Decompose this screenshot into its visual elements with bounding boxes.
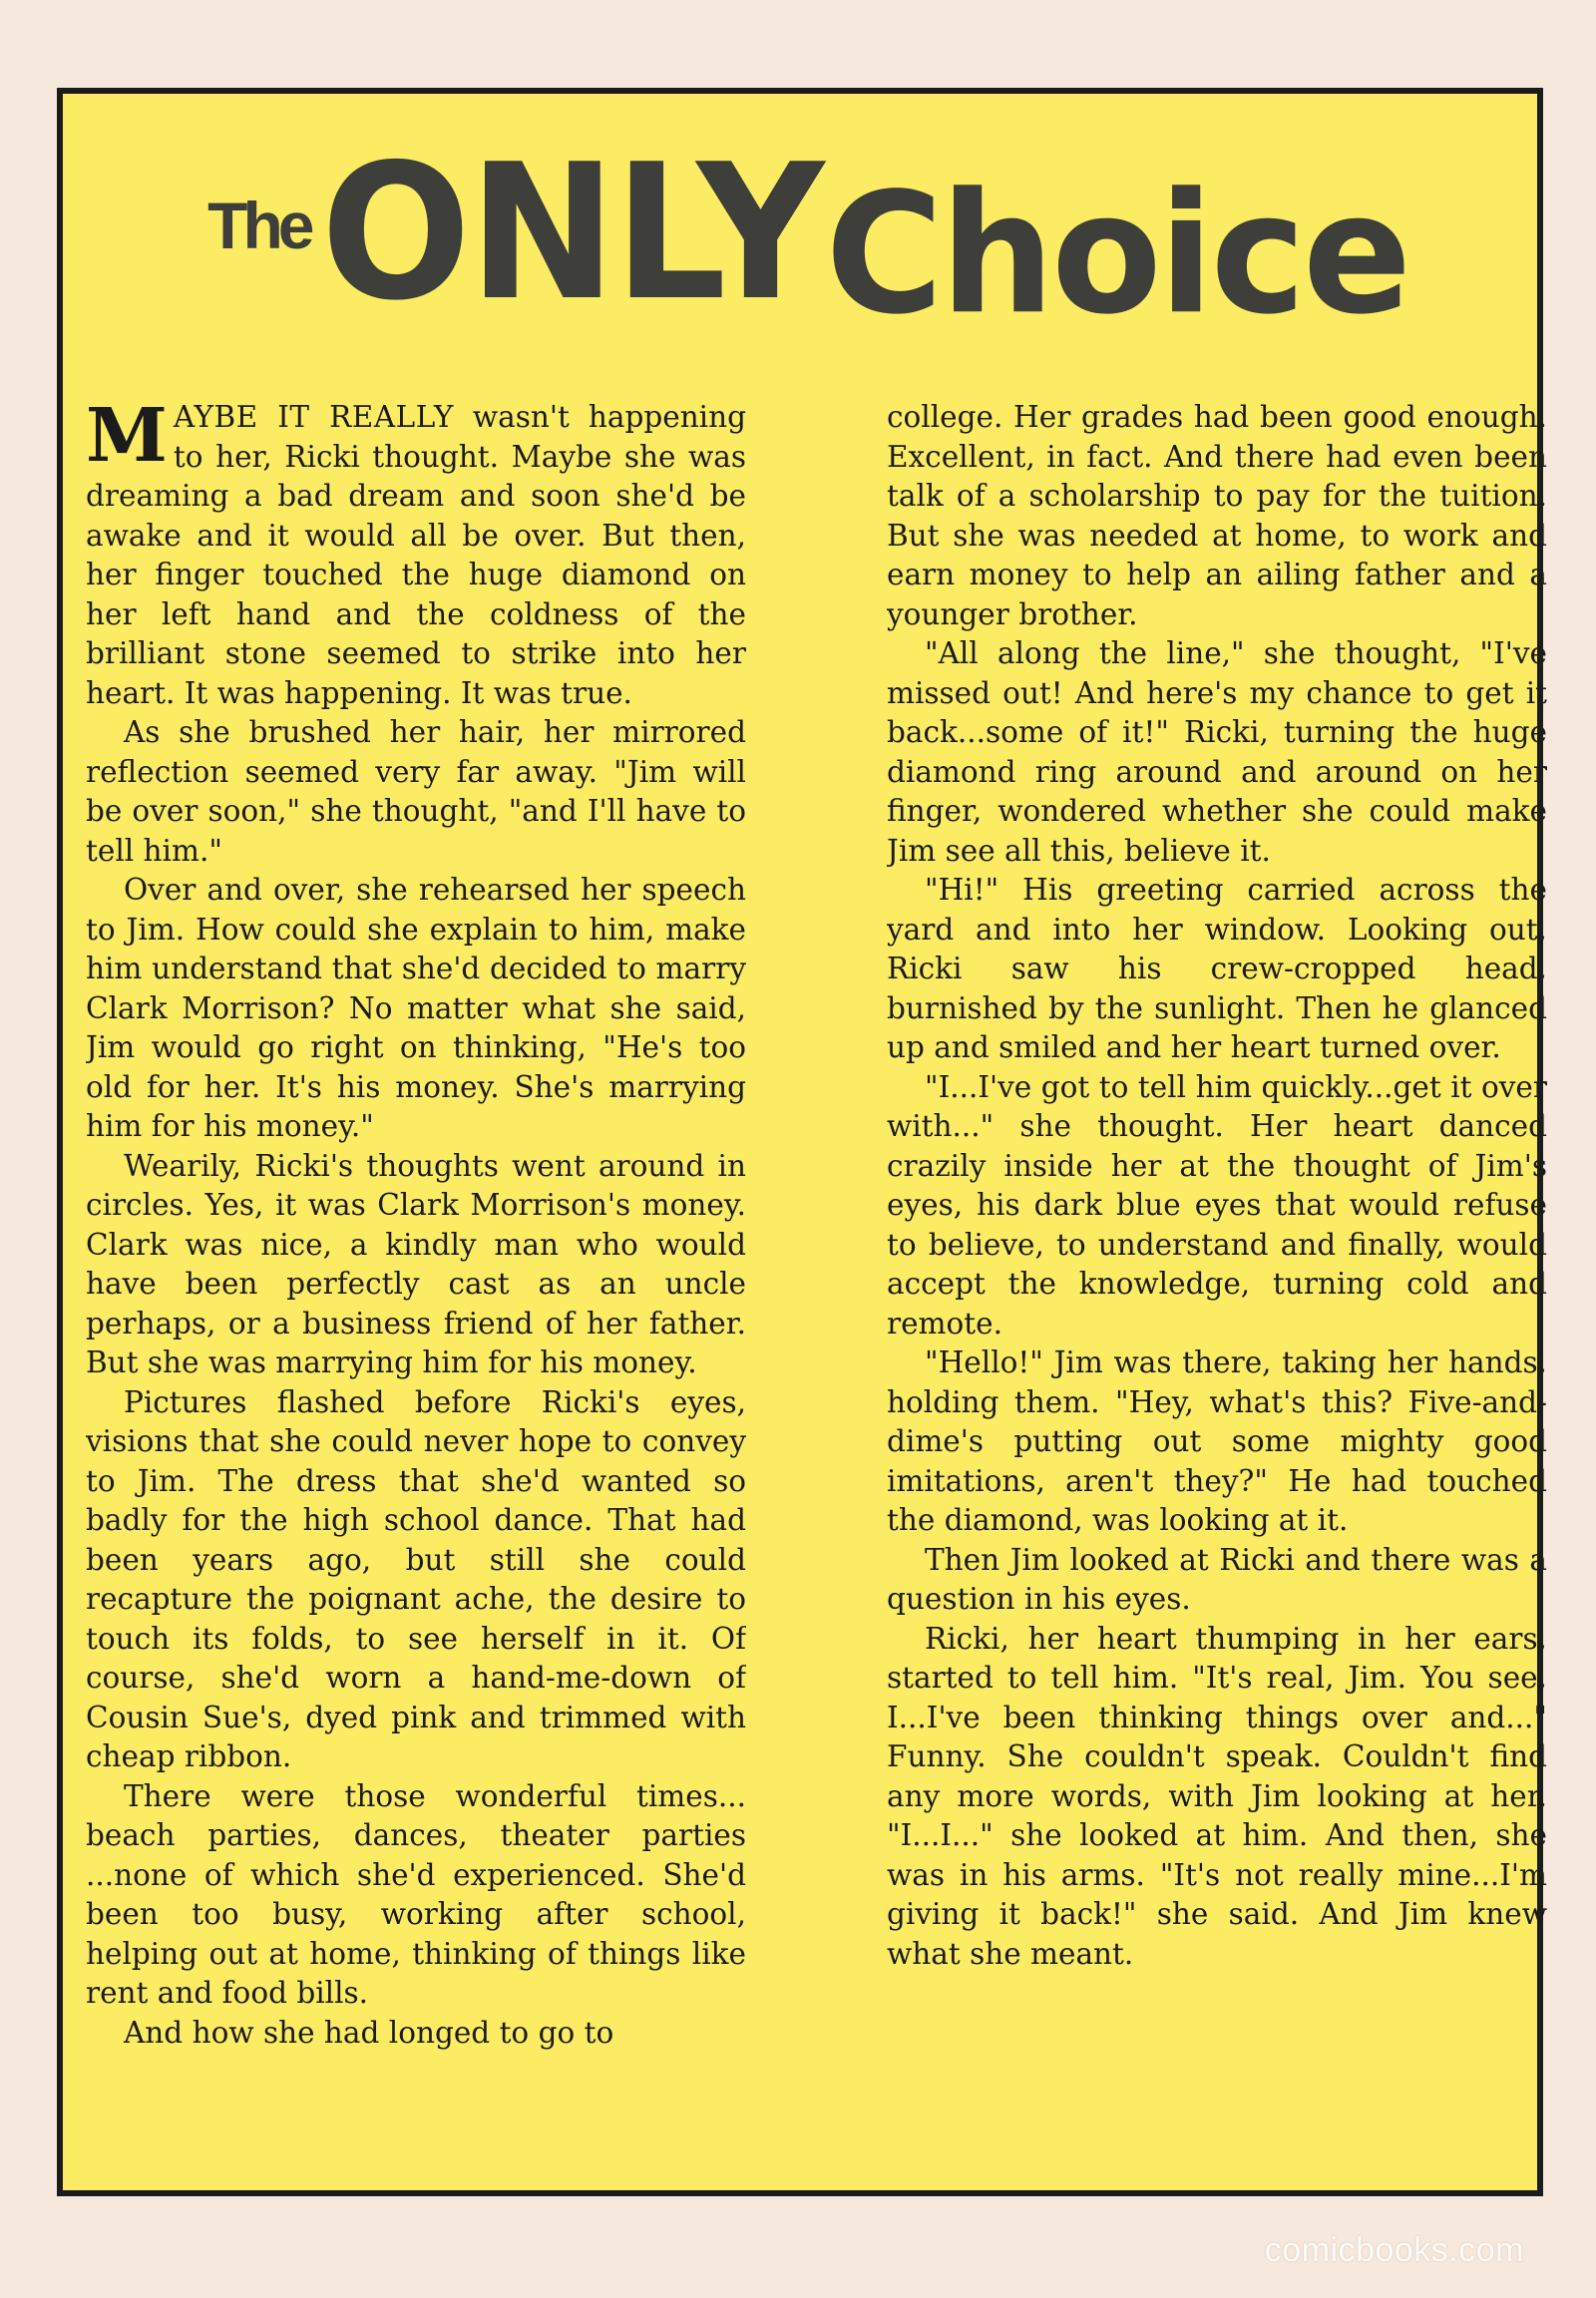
- left-column: [86, 398, 746, 2178]
- paragraph: Ricki, her heart thumping in her ears, started to tell him. "It's real, Jim. You see, I...I've been thinking things over and..." Funny. She couldn't speak. Couldn't find any more words, with Jim looking at her. "I...I..." she looked at him. And then, she was in his arms. "It's not really mine...I'm giving it back!" she said. And Jim knew what she meant.: [887, 1621, 1547, 1971]
- site-watermark: comicbooks.com: [1264, 2231, 1524, 2269]
- paragraph: Wearily, Ricki's thoughts went around in circles. Yes, it was Clark Morrison's money. Clark was nice, a kindly man who would have been perfectly cast as an uncle perhaps, or a business friend of her father. But she was marrying him for his money.: [86, 1148, 746, 1379]
- paragraph: And how she had longed to go to: [124, 2015, 614, 2050]
- title-only: ONLY: [321, 125, 823, 342]
- title-choice: Choice: [825, 157, 1409, 351]
- drop-cap: M: [86, 398, 168, 479]
- paragraph: "Hello!" Jim was there, taking her hands, holding them. "Hey, what's this? Five-and-dime's putting out some mighty good imitations, aren't they?" He had touched the diamond, was looking at it.: [887, 1345, 1547, 1537]
- paragraph: "I...I've got to tell him quickly...get it over with..." she thought. Her heart danced crazily inside her at the thought of Jim's eyes, his dark blue eyes that would refuse to believe, to understand and finally, would accept the knowledge, turning cold and remote.: [887, 1069, 1547, 1340]
- lead-caps: AYBE IT REALLY: [173, 400, 454, 434]
- story-panel: [57, 88, 1547, 2196]
- paragraph: [86, 398, 746, 713]
- right-column: [887, 398, 1547, 2178]
- paragraph: "All along the line," she thought, "I've missed out! And here's my chance to get it back...some of it!" Ricki, turning the huge diamond ring around and around on her finger, wondered whether she could make Jim see all this, believe it.: [887, 636, 1547, 868]
- paragraph: Then Jim looked at Ricki and there was a question in his eyes.: [887, 1542, 1547, 1616]
- title-the: The: [207, 189, 310, 262]
- paragraph: Pictures flashed before Ricki's eyes, visions that she could never hope to convey to Jim. The dress that she'd wanted so badly for the high school dance. That had been years ago, but still she could recapture the poignant ache, the desire to touch its folds, to see herself in it. Of course, she'd worn a hand-me-down of Cousin Sue's, dyed pink and trimmed with cheap ribbon.: [86, 1384, 746, 1773]
- paragraph: "Hi!" His greeting carried across the yard and into her window. Looking out, Ricki saw his crew-cropped head, burnished by the sunlight. Then he glanced up and smiled and her heart turned over.: [887, 873, 1547, 1064]
- paragraph-text: wasn't happening to her, Ricki thought. Maybe she was dreaming a bad dream and soon she'd be awake and it would all be over. But then, her finger touched the huge diamond on her left hand and the coldness of the brilliant stone seemed to strike into her heart. It was happening. It was true.: [86, 400, 746, 710]
- paragraph: As she brushed her hair, her mirrored reflection seemed very far away. "Jim will be over soon," she thought, "and I'll have to tell him.": [86, 715, 746, 868]
- paragraph: college. Her grades had been good enough. Excellent, in fact. And there had even been talk of a scholarship to pay for the tuition. But she was needed at home, to work and earn money to help an ailing father and a younger brother.: [887, 400, 1547, 631]
- paragraph: There were those wonderful times... beach parties, dances, theater parties ...none of which she'd experienced. She'd been too busy, working after school, helping out at home, thinking of things like rent and food bills.: [86, 1778, 746, 2010]
- story-title: [63, 125, 1537, 395]
- paragraph: Over and over, she rehearsed her speech to Jim. How could she explain to him, make him understand that she'd decided to marry Clark Morrison? No matter what she said, Jim would go right on thinking, "He's too old for her. It's his money. She's marrying him for his money.": [86, 873, 746, 1143]
